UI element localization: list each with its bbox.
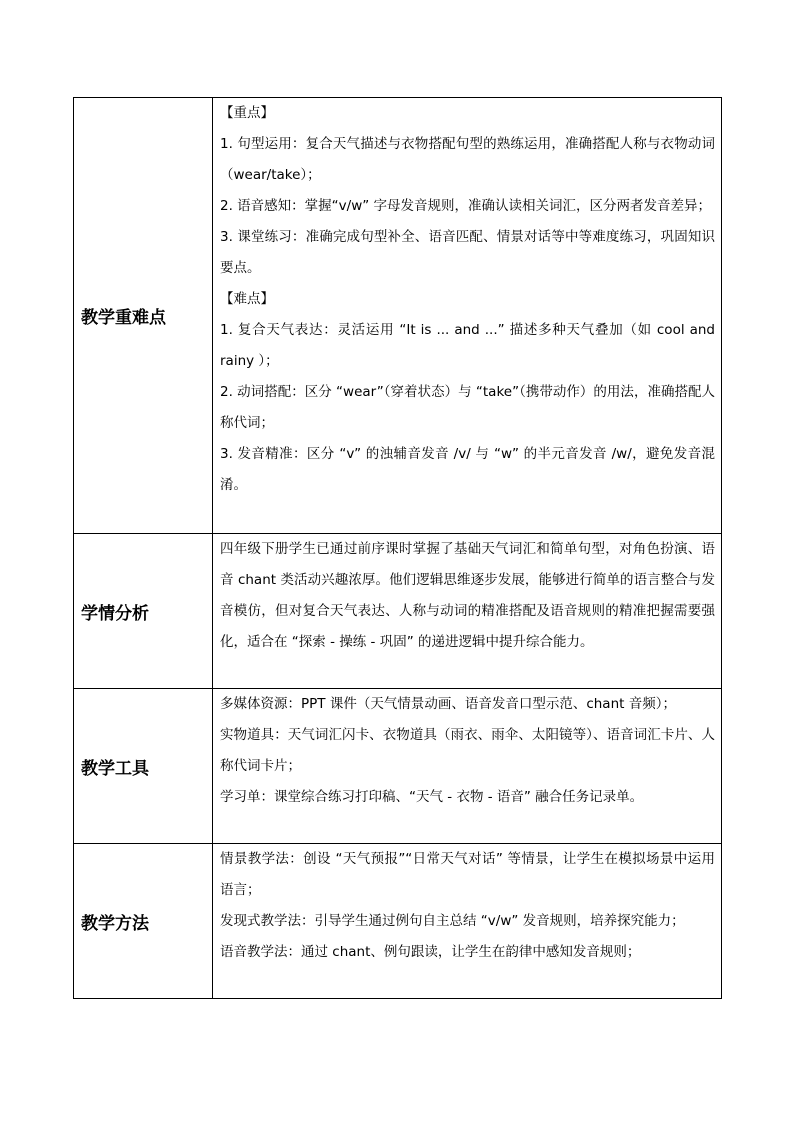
paragraph: 1. 复合天气表达：灵活运用 “It is ... and ...” 描述多种天气叠加（如 cool and rainy ）；	[220, 322, 715, 369]
paragraph: 语音教学法：通过 chant、例句跟读，让学生在韵律中感知发音规则；	[220, 944, 641, 960]
paragraph: 学习单：课堂综合练习打印稿、“天气 - 衣物 - 语音” 融合任务记录单。	[220, 789, 644, 805]
paragraph: 2. 语音感知：掌握“v/w” 字母发音规则，准确认读相关词汇，区分两者发音差异；	[220, 198, 712, 214]
paragraph: 情景教学法：创设 “天气预报”“日常天气对话” 等情景，让学生在模拟场景中运用语言；	[220, 851, 715, 898]
paragraph: 实物道具：天气词汇闪卡、衣物道具（雨衣、雨伞、太阳镜等）、语音词汇卡片、人称代词卡片；	[220, 727, 715, 774]
row-content	[213, 98, 722, 534]
paragraph: 发现式教学法：引导学生通过例句自主总结 “v/w” 发音规则，培养探究能力；	[220, 913, 685, 929]
row-content	[213, 534, 722, 689]
row-label: 学情分析	[74, 534, 213, 689]
lesson-plan-table	[73, 97, 722, 999]
paragraph: 3. 课堂练习：准确完成句型补全、语音匹配、情景对话等中等难度练习，巩固知识要点。	[220, 229, 715, 276]
table-row	[74, 689, 722, 844]
table-row	[74, 844, 722, 999]
paragraph: 3. 发音精准：区分 “v” 的浊辅音发音 /v/ 与 “w” 的半元音发音 /w/，避免发音混淆。	[220, 446, 715, 493]
section-heading: 【难点】	[220, 291, 274, 307]
row-label: 教学工具	[74, 689, 213, 844]
row-content	[213, 844, 722, 999]
paragraph: 多媒体资源：PPT 课件（天气情景动画、语音发音口型示范、chant 音频）；	[220, 696, 676, 712]
section-heading: 【重点】	[220, 105, 274, 121]
paragraph: 2. 动词搭配：区分 “wear”（穿着状态）与 “take”（携带动作）的用法，准确搭配人称代词；	[220, 384, 715, 431]
table-row	[74, 98, 722, 534]
row-content	[213, 689, 722, 844]
table-row	[74, 534, 722, 689]
paragraph: 四年级下册学生已通过前序课时掌握了基础天气词汇和简单句型，对角色扮演、语音 chant 类活动兴趣浓厚。他们逻辑思维逐步发展，能够进行简单的语言整合与发音模仿，但对复合天气表达、人称与动词的精准搭配及语音规则的精准把握需要强化，适合在 “探索 - 操练 - 巩固” 的递进逻辑中提升综合能力。	[220, 541, 715, 650]
row-label: 教学重难点	[74, 98, 213, 534]
row-label: 教学方法	[74, 844, 213, 999]
paragraph: 1. 句型运用：复合天气描述与衣物搭配句型的熟练运用，准确搭配人称与衣物动词（wear/take）；	[220, 136, 715, 183]
